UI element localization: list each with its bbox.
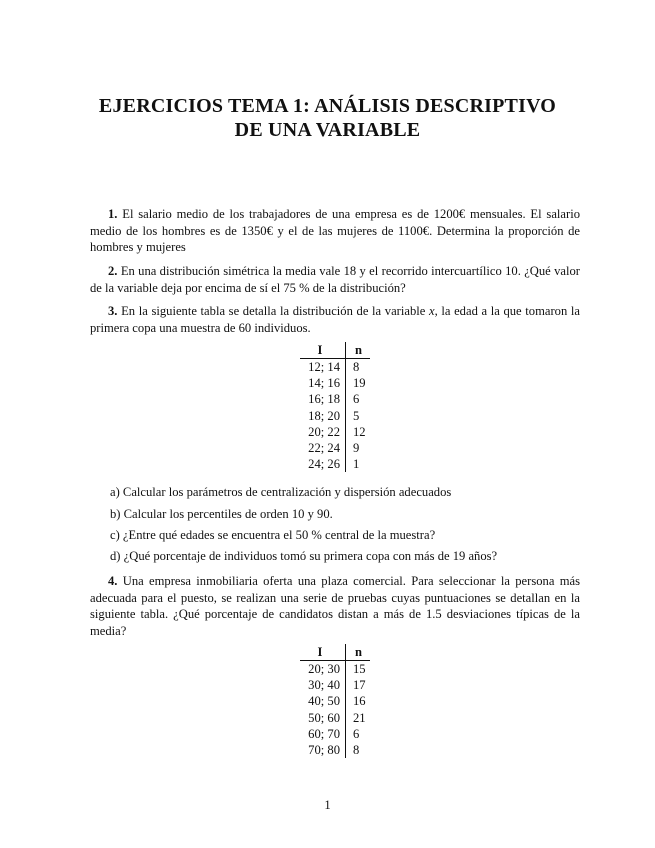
frequency-cell: 6 xyxy=(353,392,360,407)
interval-cell: 60; 70 xyxy=(300,726,346,742)
exercise-3-item-c: c) ¿Entre qué edades se encuentra el 50 % central de la muestra? xyxy=(110,528,436,542)
exercise-3-number: 3. xyxy=(108,304,118,318)
table-row xyxy=(300,726,370,742)
table-row xyxy=(300,710,370,726)
frequency-cell: 15 xyxy=(353,662,366,676)
exercise-3-frequency-table xyxy=(300,342,370,472)
exercise-4-number: 4. xyxy=(108,574,118,588)
page-number: 1 xyxy=(324,798,331,812)
frequency-cell: 8 xyxy=(353,360,360,374)
table-row xyxy=(300,677,370,693)
table-header-frequency: n xyxy=(346,342,371,359)
exercise-3-item-d: d) ¿Qué porcentaje de individuos tomó su primera copa con más de 19 años? xyxy=(110,549,498,563)
frequency-cell: 12 xyxy=(353,424,366,439)
interval-cell: 20; 22 xyxy=(300,424,346,440)
exercise-1-text: El salario medio de los trabajadores de una empresa es de 1200€ mensuales. El salario medio de los hombres es de 1350€ y el de las mujeres de 1100€. Determina la proporción de hombres y mujeres xyxy=(90,207,580,254)
table-header-row xyxy=(300,644,370,661)
table-row xyxy=(300,742,370,758)
frequency-cell: 16 xyxy=(353,694,366,709)
interval-cell: 12; 14 xyxy=(300,359,346,376)
exercise-2-number: 2. xyxy=(108,264,118,278)
frequency-cell: 1 xyxy=(353,457,360,472)
exercise-4-frequency-table xyxy=(300,644,370,758)
interval-cell: 50; 60 xyxy=(300,710,346,726)
frequency-cell: 19 xyxy=(353,376,366,391)
exercise-1 xyxy=(90,206,580,256)
interval-cell: 30; 40 xyxy=(300,677,346,693)
title-line-1: EJERCICIOS TEMA 1: ANÁLISIS DESCRIPTIVO xyxy=(98,95,557,117)
exercise-3-text-after: , la edad a la que tomaron la primera copa una muestra de 60 individuos. xyxy=(90,304,580,335)
exercise-2 xyxy=(90,263,580,296)
table-row xyxy=(300,440,370,456)
exercise-3-item-b: b) Calcular los percentiles de orden 10 y 90. xyxy=(110,507,333,521)
table-header-interval: I xyxy=(300,644,346,661)
page-title xyxy=(60,94,595,142)
table-header-frequency: n xyxy=(346,644,371,661)
table-row xyxy=(300,693,370,709)
interval-cell: 14; 16 xyxy=(300,375,346,391)
interval-cell: 18; 20 xyxy=(300,408,346,424)
frequency-cell: 8 xyxy=(353,743,360,758)
frequency-cell: 9 xyxy=(353,441,360,456)
table-row xyxy=(300,408,370,424)
exercise-1-number: 1. xyxy=(108,207,118,221)
table-header-row xyxy=(300,342,370,359)
exercise-3-variable: x xyxy=(428,304,435,318)
interval-cell: 24; 26 xyxy=(300,456,346,472)
exercise-3 xyxy=(90,303,580,336)
interval-cell: 20; 30 xyxy=(300,661,346,678)
exercise-4 xyxy=(90,573,580,639)
table-header-interval: I xyxy=(300,342,346,359)
table-row xyxy=(300,375,370,391)
interval-cell: 16; 18 xyxy=(300,391,346,407)
frequency-cell: 5 xyxy=(353,408,360,423)
exercise-3-text-before: En la siguiente tabla se detalla la distribución de la variable xyxy=(121,304,429,318)
table-row xyxy=(300,456,370,472)
table-row xyxy=(300,424,370,440)
frequency-cell: 17 xyxy=(353,678,366,693)
exercise-4-text: Una empresa inmobiliaria oferta una plaza comercial. Para seleccionar la persona más adecuada para el puesto, se realizan una serie de pruebas cuyas puntuaciones se detallan en la siguiente tabla. ¿Qué porcentaje de candidatos distan a más de 1.5 desviaciones típicas de la media? xyxy=(90,574,580,638)
frequency-cell: 6 xyxy=(353,726,360,741)
title-line-2: DE UNA VARIABLE xyxy=(234,119,421,141)
table-row xyxy=(300,661,370,678)
interval-cell: 22; 24 xyxy=(300,440,346,456)
interval-cell: 40; 50 xyxy=(300,693,346,709)
frequency-cell: 21 xyxy=(353,710,366,725)
table-row xyxy=(300,391,370,407)
exercise-3-item-a: a) Calcular los parámetros de centralización y dispersión adecuados xyxy=(110,485,452,499)
interval-cell: 70; 80 xyxy=(300,742,346,758)
table-row xyxy=(300,359,370,376)
exercise-2-text: En una distribución simétrica la media vale 18 y el recorrido intercuartílico 10. ¿Qué valor de la variable deja por encima de sí el 75 % de la distribución? xyxy=(90,264,580,295)
